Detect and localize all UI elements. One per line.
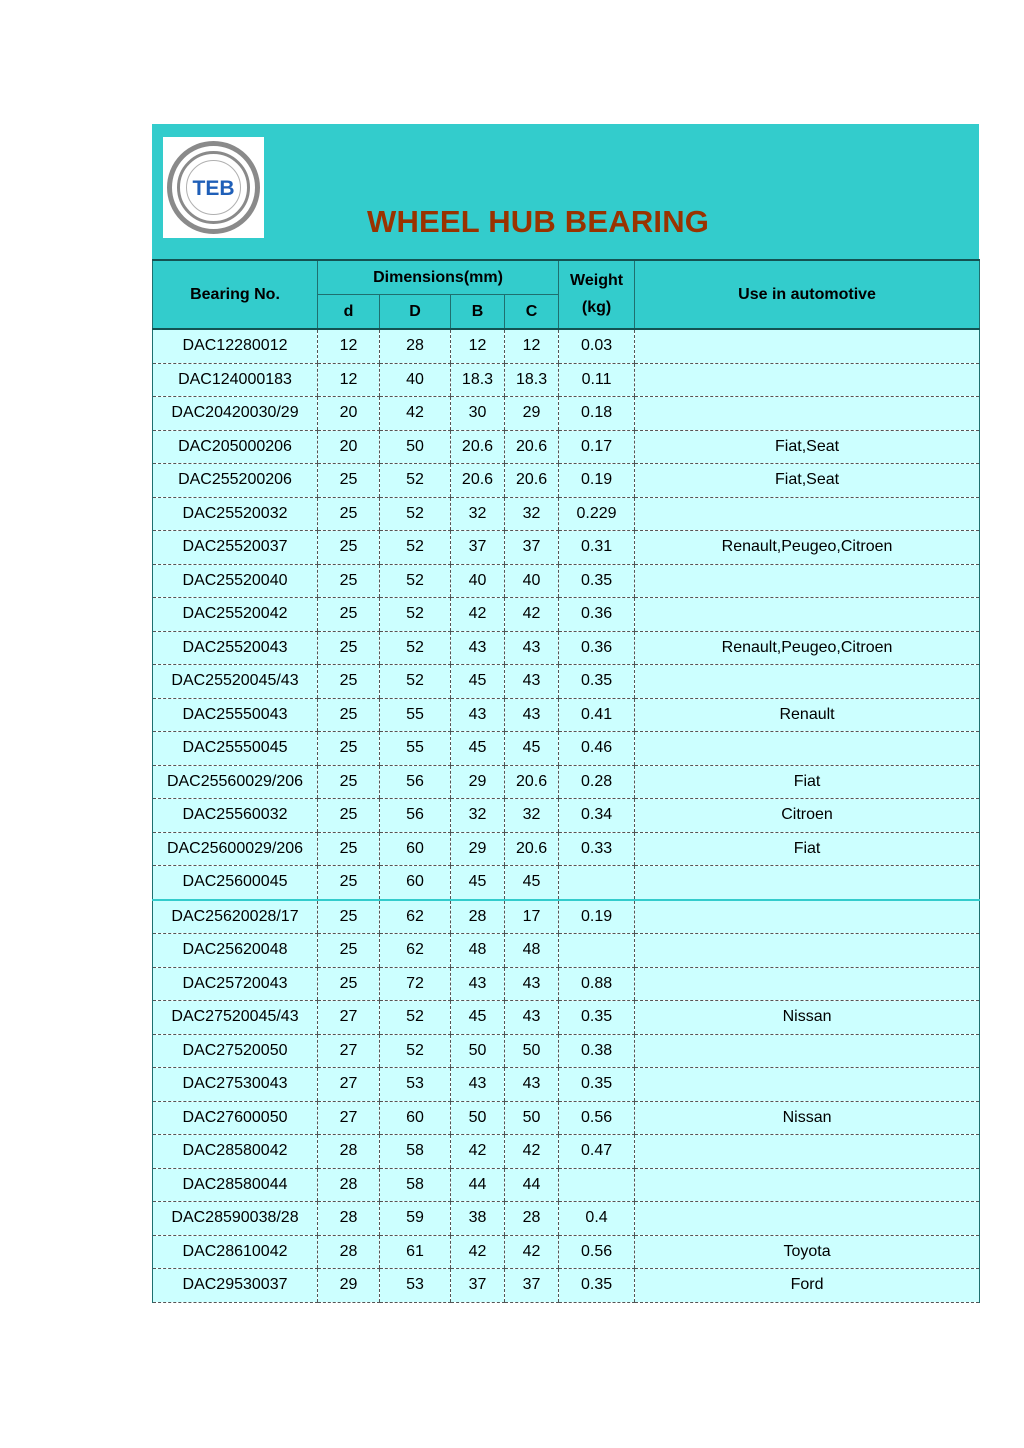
cell-D-outer: 52: [380, 497, 451, 531]
cell-bearing-no: DAC28610042: [153, 1235, 318, 1269]
cell-D-outer: 52: [380, 564, 451, 598]
cell-d: 25: [318, 765, 380, 799]
cell-D-outer: 42: [380, 397, 451, 431]
cell-C: 28: [505, 1202, 559, 1236]
cell-bearing-no: DAC27520045/43: [153, 1001, 318, 1035]
header-dimensions: Dimensions(mm): [318, 260, 559, 295]
cell-use: Renault,Peugeo,Citroen: [635, 631, 980, 665]
header-d: d: [318, 295, 380, 330]
cell-C: 37: [505, 1269, 559, 1303]
cell-bearing-no: DAC25560032: [153, 799, 318, 833]
cell-weight: [559, 1168, 635, 1202]
cell-C: 42: [505, 1235, 559, 1269]
table-row: [153, 363, 980, 397]
table-row: [153, 397, 980, 431]
cell-weight: 0.19: [559, 900, 635, 934]
table-row: [153, 631, 980, 665]
cell-bearing-no: DAC25620048: [153, 934, 318, 968]
cell-D-outer: 56: [380, 799, 451, 833]
cell-d: 25: [318, 598, 380, 632]
cell-use: [635, 665, 980, 699]
cell-bearing-no: DAC12280012: [153, 329, 318, 363]
cell-B: 45: [451, 866, 505, 900]
cell-B: 45: [451, 732, 505, 766]
cell-bearing-no: DAC255200206: [153, 464, 318, 498]
cell-d: 25: [318, 866, 380, 900]
page-title: WHEEL HUB BEARING: [367, 204, 710, 239]
table-row: [153, 967, 980, 1001]
cell-C: 43: [505, 665, 559, 699]
cell-bearing-no: DAC25520040: [153, 564, 318, 598]
cell-weight: 0.38: [559, 1034, 635, 1068]
table-row: [153, 1235, 980, 1269]
cell-B: 18.3: [451, 363, 505, 397]
cell-B: 45: [451, 1001, 505, 1035]
cell-d: 25: [318, 497, 380, 531]
cell-C: 40: [505, 564, 559, 598]
cell-use: [635, 1135, 980, 1169]
header-D-outer: D: [380, 295, 451, 330]
header-weight-line2: (kg): [581, 299, 612, 316]
cell-C: 50: [505, 1034, 559, 1068]
cell-d: 29: [318, 1269, 380, 1303]
cell-weight: 0.56: [559, 1235, 635, 1269]
cell-B: 42: [451, 1135, 505, 1169]
teb-logo: [163, 137, 264, 238]
header-weight: [559, 260, 635, 329]
cell-bearing-no: DAC205000206: [153, 430, 318, 464]
logo-text: TEB: [192, 177, 235, 200]
table-row: [153, 1001, 980, 1035]
cell-bearing-no: DAC28580042: [153, 1135, 318, 1169]
cell-d: 25: [318, 698, 380, 732]
cell-d: 28: [318, 1202, 380, 1236]
cell-D-outer: 55: [380, 698, 451, 732]
cell-use: Citroen: [635, 799, 980, 833]
cell-use: [635, 1068, 980, 1102]
cell-d: 25: [318, 900, 380, 934]
cell-bearing-no: DAC28590038/28: [153, 1202, 318, 1236]
table-row: [153, 698, 980, 732]
cell-D-outer: 62: [380, 900, 451, 934]
cell-C: 43: [505, 1001, 559, 1035]
cell-weight: 0.31: [559, 531, 635, 565]
cell-bearing-no: DAC25560029/206: [153, 765, 318, 799]
table-row: [153, 564, 980, 598]
cell-bearing-no: DAC25520042: [153, 598, 318, 632]
table-row: [153, 1101, 980, 1135]
cell-use: [635, 732, 980, 766]
table-row: [153, 329, 980, 363]
cell-D-outer: 52: [380, 631, 451, 665]
cell-use: Renault: [635, 698, 980, 732]
cell-weight: [559, 866, 635, 900]
table-row: [153, 765, 980, 799]
header-C: C: [505, 295, 559, 330]
cell-use: [635, 967, 980, 1001]
table-row: [153, 531, 980, 565]
table-row: [153, 732, 980, 766]
table-row: [153, 497, 980, 531]
cell-B: 50: [451, 1101, 505, 1135]
cell-bearing-no: DAC25600045: [153, 866, 318, 900]
cell-use: Ford: [635, 1269, 980, 1303]
cell-use: [635, 497, 980, 531]
cell-bearing-no: DAC25520043: [153, 631, 318, 665]
cell-bearing-no: DAC28580044: [153, 1168, 318, 1202]
cell-D-outer: 60: [380, 832, 451, 866]
cell-weight: 0.47: [559, 1135, 635, 1169]
cell-C: 20.6: [505, 832, 559, 866]
cell-use: Fiat,Seat: [635, 430, 980, 464]
cell-B: 43: [451, 631, 505, 665]
cell-D-outer: 62: [380, 934, 451, 968]
cell-use: [635, 934, 980, 968]
cell-B: 20.6: [451, 430, 505, 464]
cell-weight: 0.03: [559, 329, 635, 363]
cell-D-outer: 60: [380, 1101, 451, 1135]
cell-C: 32: [505, 799, 559, 833]
cell-D-outer: 72: [380, 967, 451, 1001]
table-row: [153, 900, 980, 934]
cell-weight: 0.229: [559, 497, 635, 531]
cell-B: 40: [451, 564, 505, 598]
cell-B: 32: [451, 497, 505, 531]
cell-B: 48: [451, 934, 505, 968]
table-row: [153, 1269, 980, 1303]
cell-C: 43: [505, 631, 559, 665]
cell-B: 28: [451, 900, 505, 934]
cell-use: Nissan: [635, 1101, 980, 1135]
cell-B: 29: [451, 832, 505, 866]
cell-bearing-no: DAC25520032: [153, 497, 318, 531]
cell-weight: 0.4: [559, 1202, 635, 1236]
cell-weight: 0.35: [559, 1001, 635, 1035]
cell-d: 25: [318, 967, 380, 1001]
cell-B: 42: [451, 598, 505, 632]
cell-weight: 0.33: [559, 832, 635, 866]
cell-weight: [559, 934, 635, 968]
cell-d: 27: [318, 1034, 380, 1068]
cell-D-outer: 52: [380, 531, 451, 565]
cell-weight: 0.46: [559, 732, 635, 766]
header-bearing-no: Bearing No.: [153, 260, 318, 329]
table-row: [153, 1068, 980, 1102]
bearing-table: [152, 259, 980, 1303]
cell-use: Nissan: [635, 1001, 980, 1035]
cell-d: 28: [318, 1168, 380, 1202]
cell-C: 44: [505, 1168, 559, 1202]
cell-d: 25: [318, 531, 380, 565]
table-row: [153, 598, 980, 632]
cell-B: 42: [451, 1235, 505, 1269]
cell-use: [635, 397, 980, 431]
cell-B: 20.6: [451, 464, 505, 498]
cell-bearing-no: DAC20420030/29: [153, 397, 318, 431]
cell-d: 25: [318, 799, 380, 833]
cell-C: 20.6: [505, 464, 559, 498]
cell-B: 43: [451, 698, 505, 732]
table-row: [153, 1135, 980, 1169]
cell-weight: 0.19: [559, 464, 635, 498]
cell-use: Fiat,Seat: [635, 464, 980, 498]
cell-C: 43: [505, 698, 559, 732]
cell-use: Fiat: [635, 832, 980, 866]
cell-C: 37: [505, 531, 559, 565]
table-row: [153, 934, 980, 968]
cell-bearing-no: DAC29530037: [153, 1269, 318, 1303]
cell-C: 43: [505, 967, 559, 1001]
cell-C: 45: [505, 732, 559, 766]
cell-C: 42: [505, 598, 559, 632]
cell-D-outer: 28: [380, 329, 451, 363]
cell-bearing-no: DAC25520037: [153, 531, 318, 565]
table-row: [153, 799, 980, 833]
cell-D-outer: 56: [380, 765, 451, 799]
cell-bearing-no: DAC25520045/43: [153, 665, 318, 699]
cell-D-outer: 52: [380, 464, 451, 498]
cell-B: 45: [451, 665, 505, 699]
cell-B: 44: [451, 1168, 505, 1202]
cell-D-outer: 58: [380, 1135, 451, 1169]
table-row: [153, 832, 980, 866]
cell-weight: 0.36: [559, 631, 635, 665]
cell-weight: 0.35: [559, 1269, 635, 1303]
cell-D-outer: 53: [380, 1068, 451, 1102]
cell-C: 45: [505, 866, 559, 900]
cell-C: 17: [505, 900, 559, 934]
cell-B: 43: [451, 1068, 505, 1102]
cell-bearing-no: DAC25550043: [153, 698, 318, 732]
cell-use: [635, 900, 980, 934]
table-row: [153, 866, 980, 900]
cell-weight: 0.11: [559, 363, 635, 397]
cell-d: 25: [318, 665, 380, 699]
cell-d: 28: [318, 1235, 380, 1269]
cell-weight: 0.34: [559, 799, 635, 833]
cell-bearing-no: DAC25620028/17: [153, 900, 318, 934]
cell-use: Toyota: [635, 1235, 980, 1269]
cell-d: 25: [318, 464, 380, 498]
table-row: [153, 430, 980, 464]
cell-use: Renault,Peugeo,Citroen: [635, 531, 980, 565]
cell-weight: 0.35: [559, 564, 635, 598]
cell-D-outer: 61: [380, 1235, 451, 1269]
cell-use: [635, 329, 980, 363]
bearing-sheet: [152, 124, 979, 1303]
cell-D-outer: 52: [380, 598, 451, 632]
cell-use: [635, 1168, 980, 1202]
cell-weight: 0.17: [559, 430, 635, 464]
cell-D-outer: 52: [380, 665, 451, 699]
cell-weight: 0.35: [559, 665, 635, 699]
cell-C: 43: [505, 1068, 559, 1102]
cell-d: 27: [318, 1101, 380, 1135]
cell-B: 38: [451, 1202, 505, 1236]
cell-D-outer: 55: [380, 732, 451, 766]
cell-bearing-no: DAC25720043: [153, 967, 318, 1001]
cell-bearing-no: DAC124000183: [153, 363, 318, 397]
cell-d: 27: [318, 1068, 380, 1102]
cell-weight: 0.18: [559, 397, 635, 431]
table-row: [153, 464, 980, 498]
cell-D-outer: 40: [380, 363, 451, 397]
table-row: [153, 1168, 980, 1202]
cell-d: 25: [318, 564, 380, 598]
cell-weight: 0.88: [559, 967, 635, 1001]
cell-C: 50: [505, 1101, 559, 1135]
table-row: [153, 1202, 980, 1236]
cell-weight: 0.35: [559, 1068, 635, 1102]
cell-d: 20: [318, 430, 380, 464]
cell-bearing-no: DAC27600050: [153, 1101, 318, 1135]
cell-use: [635, 1202, 980, 1236]
header-banner: [152, 124, 979, 259]
table-body: [153, 329, 980, 1302]
cell-bearing-no: DAC25600029/206: [153, 832, 318, 866]
teb-ring-logo-icon: [163, 137, 264, 238]
cell-weight: 0.56: [559, 1101, 635, 1135]
header-use: Use in automotive: [635, 260, 980, 329]
cell-d: 12: [318, 363, 380, 397]
cell-C: 20.6: [505, 765, 559, 799]
cell-D-outer: 52: [380, 1034, 451, 1068]
cell-D-outer: 50: [380, 430, 451, 464]
cell-D-outer: 53: [380, 1269, 451, 1303]
cell-D-outer: 58: [380, 1168, 451, 1202]
cell-B: 12: [451, 329, 505, 363]
cell-d: 27: [318, 1001, 380, 1035]
cell-B: 29: [451, 765, 505, 799]
cell-use: [635, 866, 980, 900]
cell-C: 12: [505, 329, 559, 363]
cell-C: 42: [505, 1135, 559, 1169]
cell-use: Fiat: [635, 765, 980, 799]
cell-weight: 0.28: [559, 765, 635, 799]
cell-B: 37: [451, 531, 505, 565]
cell-d: 25: [318, 832, 380, 866]
cell-weight: 0.36: [559, 598, 635, 632]
cell-B: 37: [451, 1269, 505, 1303]
cell-d: 25: [318, 631, 380, 665]
cell-C: 32: [505, 497, 559, 531]
table-row: [153, 1034, 980, 1068]
cell-use: [635, 564, 980, 598]
cell-use: [635, 363, 980, 397]
cell-D-outer: 52: [380, 1001, 451, 1035]
cell-B: 50: [451, 1034, 505, 1068]
cell-d: 20: [318, 397, 380, 431]
table-row: [153, 665, 980, 699]
cell-d: 28: [318, 1135, 380, 1169]
cell-d: 12: [318, 329, 380, 363]
cell-C: 18.3: [505, 363, 559, 397]
header-row: [153, 260, 980, 295]
cell-B: 30: [451, 397, 505, 431]
cell-C: 20.6: [505, 430, 559, 464]
header-weight-line1: Weight: [570, 272, 624, 289]
cell-weight: 0.41: [559, 698, 635, 732]
cell-bearing-no: DAC27520050: [153, 1034, 318, 1068]
cell-C: 29: [505, 397, 559, 431]
cell-D-outer: 59: [380, 1202, 451, 1236]
cell-bearing-no: DAC27530043: [153, 1068, 318, 1102]
cell-D-outer: 60: [380, 866, 451, 900]
header-B: B: [451, 295, 505, 330]
cell-d: 25: [318, 934, 380, 968]
cell-use: [635, 1034, 980, 1068]
cell-B: 43: [451, 967, 505, 1001]
cell-C: 48: [505, 934, 559, 968]
cell-bearing-no: DAC25550045: [153, 732, 318, 766]
cell-d: 25: [318, 732, 380, 766]
cell-B: 32: [451, 799, 505, 833]
cell-use: [635, 598, 980, 632]
